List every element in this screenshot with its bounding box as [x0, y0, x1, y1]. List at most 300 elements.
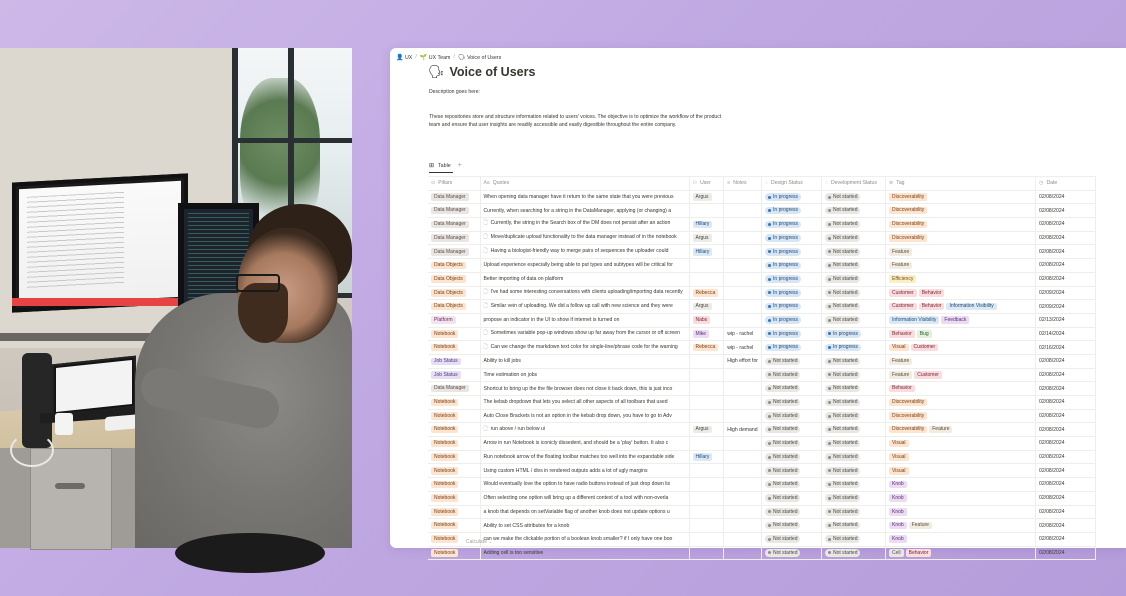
pillar-tag[interactable]: Data Objects — [431, 275, 466, 283]
tag-cell[interactable] — [886, 231, 1036, 245]
table-row[interactable] — [428, 231, 1096, 245]
design-status-cell[interactable] — [762, 450, 822, 464]
user-tag[interactable]: Hillary — [693, 453, 713, 461]
tag-discoverability[interactable]: Discoverability — [889, 426, 927, 434]
table-row[interactable] — [428, 505, 1096, 519]
tag-cell[interactable] — [886, 491, 1036, 505]
design-status-cell[interactable] — [762, 478, 822, 492]
quote-cell[interactable] — [480, 450, 689, 464]
table-row[interactable] — [428, 245, 1096, 259]
column-design-status-header[interactable] — [762, 177, 822, 191]
user-cell[interactable] — [689, 396, 724, 410]
tag-cell[interactable] — [886, 546, 1036, 560]
development-status-badge[interactable] — [825, 467, 860, 475]
pillar-cell[interactable] — [428, 218, 480, 232]
tag-cell[interactable] — [886, 396, 1036, 410]
development-status-cell[interactable] — [822, 231, 886, 245]
tag-knob[interactable]: Knob — [889, 494, 907, 502]
user-cell[interactable] — [689, 354, 724, 368]
pillar-cell[interactable] — [428, 313, 480, 327]
column-notes-header[interactable] — [724, 177, 762, 191]
development-status-cell[interactable] — [822, 272, 886, 286]
tag-cell[interactable] — [886, 368, 1036, 382]
tag-cell[interactable] — [886, 300, 1036, 314]
development-status-cell[interactable] — [822, 505, 886, 519]
pillar-cell[interactable] — [428, 231, 480, 245]
pillar-tag[interactable]: Notebook — [431, 330, 458, 338]
notes-cell[interactable] — [724, 313, 762, 327]
design-status-cell[interactable] — [762, 505, 822, 519]
user-cell[interactable] — [689, 519, 724, 533]
user-cell[interactable] — [689, 478, 724, 492]
add-view-button[interactable]: + — [457, 162, 462, 169]
tag-discoverability[interactable]: Discoverability — [889, 207, 927, 215]
calculate-button[interactable]: Calculate ⌄ — [466, 539, 493, 545]
development-status-cell[interactable] — [822, 300, 886, 314]
development-status-badge[interactable] — [825, 275, 860, 283]
tag-feature[interactable]: Feature — [889, 371, 912, 379]
design-status-cell[interactable] — [762, 464, 822, 478]
tag-discoverability[interactable]: Discoverability — [889, 412, 927, 420]
development-status-badge[interactable] — [825, 426, 860, 434]
user-tag[interactable]: Argus — [693, 234, 712, 242]
tag-cell[interactable] — [886, 286, 1036, 300]
table-row[interactable] — [428, 368, 1096, 382]
pillar-cell[interactable] — [428, 505, 480, 519]
pillar-tag[interactable]: Platform — [431, 316, 456, 324]
design-status-cell[interactable] — [762, 327, 822, 341]
notes-cell[interactable] — [724, 286, 762, 300]
user-cell[interactable] — [689, 327, 724, 341]
user-tag[interactable]: Argus — [693, 193, 712, 201]
notes-cell[interactable] — [724, 437, 762, 451]
tag-cell[interactable] — [886, 354, 1036, 368]
pillar-tag[interactable]: Data Manager — [431, 234, 469, 242]
pillar-cell[interactable] — [428, 341, 480, 355]
date-cell[interactable] — [1036, 286, 1096, 300]
date-cell[interactable] — [1036, 313, 1096, 327]
design-status-cell[interactable] — [762, 423, 822, 437]
quote-cell[interactable] — [480, 327, 689, 341]
design-status-cell[interactable] — [762, 396, 822, 410]
design-status-badge[interactable] — [765, 248, 801, 256]
tag-information-visibility[interactable]: Information Visibility — [946, 303, 996, 311]
notes-cell[interactable] — [724, 231, 762, 245]
tag-feedback[interactable]: Feedback — [941, 316, 969, 324]
user-cell[interactable] — [689, 218, 724, 232]
speaking-head-icon[interactable]: 🗣 — [428, 64, 445, 79]
development-status-badge[interactable] — [825, 371, 860, 379]
development-status-cell[interactable] — [822, 313, 886, 327]
date-cell[interactable] — [1036, 231, 1096, 245]
development-status-badge[interactable] — [825, 494, 860, 502]
development-status-cell[interactable] — [822, 259, 886, 273]
quote-cell[interactable] — [480, 272, 689, 286]
notes-cell[interactable] — [724, 532, 762, 546]
design-status-cell[interactable] — [762, 491, 822, 505]
development-status-cell[interactable] — [822, 327, 886, 341]
date-cell[interactable] — [1036, 272, 1096, 286]
development-status-cell[interactable] — [822, 464, 886, 478]
user-cell[interactable] — [689, 491, 724, 505]
user-cell[interactable] — [689, 437, 724, 451]
tag-cell[interactable] — [886, 519, 1036, 533]
table-row[interactable] — [428, 464, 1096, 478]
pillar-tag[interactable]: Notebook — [431, 535, 458, 543]
design-status-cell[interactable] — [762, 437, 822, 451]
date-cell[interactable] — [1036, 368, 1096, 382]
page-description-short[interactable]: Description goes here: — [429, 89, 480, 95]
design-status-badge[interactable] — [765, 508, 800, 516]
tag-cell[interactable] — [886, 532, 1036, 546]
design-status-badge[interactable] — [765, 262, 801, 270]
tag-visual[interactable]: Visual — [889, 344, 909, 352]
pillar-tag[interactable]: Notebook — [431, 440, 458, 448]
notes-cell[interactable] — [724, 190, 762, 204]
quote-cell[interactable] — [480, 382, 689, 396]
pillar-cell[interactable] — [428, 327, 480, 341]
tag-knob[interactable]: Knob — [889, 481, 907, 489]
date-cell[interactable] — [1036, 505, 1096, 519]
pillar-tag[interactable]: Notebook — [431, 522, 458, 530]
pillar-tag[interactable]: Job Status — [431, 358, 461, 366]
tag-behavior[interactable]: Behavior — [919, 303, 945, 311]
pillar-tag[interactable]: Data Manager — [431, 193, 469, 201]
design-status-badge[interactable] — [765, 412, 800, 420]
user-tag[interactable]: Hillary — [693, 221, 713, 229]
breadcrumb-item-ux[interactable] — [396, 54, 412, 61]
design-status-cell[interactable] — [762, 519, 822, 533]
development-status-cell[interactable] — [822, 218, 886, 232]
quote-cell[interactable] — [480, 396, 689, 410]
table-row[interactable] — [428, 546, 1096, 560]
pillar-cell[interactable] — [428, 245, 480, 259]
user-cell[interactable] — [689, 368, 724, 382]
tag-cell[interactable] — [886, 327, 1036, 341]
column-date-header[interactable] — [1036, 177, 1096, 191]
table-row[interactable] — [428, 341, 1096, 355]
table-row[interactable] — [428, 491, 1096, 505]
development-status-cell[interactable] — [822, 368, 886, 382]
quote-cell[interactable] — [480, 519, 689, 533]
development-status-badge[interactable] — [825, 358, 860, 366]
tag-discoverability[interactable]: Discoverability — [889, 399, 927, 407]
tag-customer[interactable]: Customer — [889, 289, 917, 297]
quote-cell[interactable] — [480, 546, 689, 560]
pillar-tag[interactable]: Notebook — [431, 453, 458, 461]
tag-feature[interactable]: Feature — [889, 358, 912, 366]
development-status-cell[interactable] — [822, 491, 886, 505]
notes-cell[interactable] — [724, 382, 762, 396]
quote-cell[interactable] — [480, 341, 689, 355]
date-cell[interactable] — [1036, 190, 1096, 204]
pillar-cell[interactable] — [428, 396, 480, 410]
date-cell[interactable] — [1036, 300, 1096, 314]
design-status-cell[interactable] — [762, 272, 822, 286]
design-status-badge[interactable] — [765, 207, 801, 215]
pillar-tag[interactable]: Data Objects — [431, 289, 466, 297]
development-status-cell[interactable] — [822, 423, 886, 437]
tag-visual[interactable]: Visual — [889, 453, 909, 461]
date-cell[interactable] — [1036, 532, 1096, 546]
pillar-tag[interactable]: Data Manager — [431, 385, 469, 393]
breadcrumb-item-voice-of-users[interactable] — [458, 54, 501, 61]
tag-cell[interactable] — [886, 218, 1036, 232]
table-row[interactable] — [428, 286, 1096, 300]
tag-behavior[interactable]: Behavior — [919, 289, 945, 297]
pillar-cell[interactable] — [428, 423, 480, 437]
tag-discoverability[interactable]: Discoverability — [889, 234, 927, 242]
development-status-cell[interactable] — [822, 409, 886, 423]
design-status-badge[interactable] — [765, 275, 801, 283]
quote-cell[interactable] — [480, 437, 689, 451]
design-status-cell[interactable] — [762, 354, 822, 368]
pillar-cell[interactable] — [428, 259, 480, 273]
tag-customer[interactable]: Customer — [889, 303, 917, 311]
user-cell[interactable] — [689, 259, 724, 273]
notes-cell[interactable] — [724, 396, 762, 410]
tag-feature[interactable]: Feature — [889, 248, 912, 256]
pillar-cell[interactable] — [428, 190, 480, 204]
pillar-cell[interactable] — [428, 300, 480, 314]
design-status-cell[interactable] — [762, 245, 822, 259]
development-status-badge[interactable] — [825, 193, 860, 201]
development-status-badge[interactable] — [825, 481, 860, 489]
pillar-cell[interactable] — [428, 437, 480, 451]
tag-knob[interactable]: Knob — [889, 522, 907, 530]
pillar-cell[interactable] — [428, 546, 480, 560]
development-status-cell[interactable] — [822, 546, 886, 560]
user-cell[interactable] — [689, 423, 724, 437]
notes-cell[interactable] — [724, 259, 762, 273]
notes-cell[interactable] — [724, 546, 762, 560]
date-cell[interactable] — [1036, 423, 1096, 437]
user-tag[interactable]: Argus — [693, 426, 712, 434]
table-row[interactable] — [428, 437, 1096, 451]
design-status-badge[interactable] — [765, 221, 801, 229]
pillar-cell[interactable] — [428, 368, 480, 382]
user-tag[interactable]: Rebecca — [693, 289, 719, 297]
tag-knob[interactable]: Knob — [889, 535, 907, 543]
development-status-badge[interactable] — [825, 440, 860, 448]
tag-cell[interactable] — [886, 505, 1036, 519]
tag-cell[interactable] — [886, 450, 1036, 464]
user-cell[interactable] — [689, 190, 724, 204]
notes-cell[interactable] — [724, 272, 762, 286]
development-status-cell[interactable] — [822, 450, 886, 464]
design-status-cell[interactable] — [762, 300, 822, 314]
quote-cell[interactable] — [480, 409, 689, 423]
pillar-tag[interactable]: Data Objects — [431, 303, 466, 311]
user-cell[interactable] — [689, 272, 724, 286]
design-status-cell[interactable] — [762, 190, 822, 204]
pillar-cell[interactable] — [428, 478, 480, 492]
design-status-cell[interactable] — [762, 286, 822, 300]
user-cell[interactable] — [689, 231, 724, 245]
design-status-cell[interactable] — [762, 313, 822, 327]
date-cell[interactable] — [1036, 259, 1096, 273]
tag-cell[interactable] — [886, 423, 1036, 437]
notes-cell[interactable] — [724, 464, 762, 478]
notes-cell[interactable] — [724, 341, 762, 355]
design-status-badge[interactable] — [765, 289, 801, 297]
design-status-badge[interactable] — [765, 494, 800, 502]
tag-efficiency[interactable]: Efficiency — [889, 275, 916, 283]
design-status-badge[interactable] — [765, 344, 801, 352]
pillar-tag[interactable]: Notebook — [431, 426, 458, 434]
table-row[interactable] — [428, 382, 1096, 396]
quote-cell[interactable] — [480, 464, 689, 478]
tag-cell[interactable] — [886, 204, 1036, 218]
quote-cell[interactable] — [480, 231, 689, 245]
notes-cell[interactable] — [724, 354, 762, 368]
quote-cell[interactable] — [480, 423, 689, 437]
design-status-cell[interactable] — [762, 341, 822, 355]
notes-cell[interactable] — [724, 519, 762, 533]
table-row[interactable] — [428, 204, 1096, 218]
tag-customer[interactable]: Customer — [914, 371, 942, 379]
pillar-cell[interactable] — [428, 204, 480, 218]
notes-cell[interactable] — [724, 423, 762, 437]
date-cell[interactable] — [1036, 218, 1096, 232]
development-status-badge[interactable] — [825, 207, 860, 215]
user-cell[interactable] — [689, 341, 724, 355]
development-status-badge[interactable] — [825, 289, 860, 297]
user-cell[interactable] — [689, 204, 724, 218]
design-status-cell[interactable] — [762, 231, 822, 245]
notes-cell[interactable] — [724, 327, 762, 341]
table-row[interactable] — [428, 218, 1096, 232]
user-cell[interactable] — [689, 532, 724, 546]
design-status-badge[interactable] — [765, 316, 801, 324]
development-status-cell[interactable] — [822, 532, 886, 546]
tag-visual[interactable]: Visual — [889, 440, 909, 448]
design-status-badge[interactable] — [765, 426, 800, 434]
development-status-badge[interactable] — [825, 344, 861, 352]
column-quotes-header[interactable] — [480, 177, 689, 191]
table-row[interactable] — [428, 450, 1096, 464]
design-status-cell[interactable] — [762, 204, 822, 218]
notes-cell[interactable] — [724, 300, 762, 314]
notes-cell[interactable] — [724, 218, 762, 232]
development-status-badge[interactable] — [825, 385, 860, 393]
pillar-tag[interactable]: Job Status — [431, 371, 461, 379]
table-row[interactable] — [428, 300, 1096, 314]
user-cell[interactable] — [689, 450, 724, 464]
user-tag[interactable]: Rebecca — [693, 344, 719, 352]
development-status-cell[interactable] — [822, 354, 886, 368]
design-status-badge[interactable] — [765, 385, 800, 393]
quote-cell[interactable] — [480, 190, 689, 204]
table-row[interactable] — [428, 423, 1096, 437]
pillar-tag[interactable]: Notebook — [431, 549, 458, 557]
notes-cell[interactable] — [724, 505, 762, 519]
date-cell[interactable] — [1036, 382, 1096, 396]
development-status-cell[interactable] — [822, 341, 886, 355]
tag-feature[interactable]: Feature — [929, 426, 952, 434]
notes-cell[interactable] — [724, 450, 762, 464]
quote-cell[interactable] — [480, 354, 689, 368]
pillar-tag[interactable]: Notebook — [431, 467, 458, 475]
design-status-badge[interactable] — [765, 193, 801, 201]
design-status-cell[interactable] — [762, 218, 822, 232]
quote-cell[interactable] — [480, 532, 689, 546]
notes-cell[interactable] — [724, 204, 762, 218]
design-status-cell[interactable] — [762, 532, 822, 546]
table-row[interactable] — [428, 532, 1096, 546]
date-cell[interactable] — [1036, 437, 1096, 451]
development-status-cell[interactable] — [822, 245, 886, 259]
tag-cell[interactable] — [886, 190, 1036, 204]
quote-cell[interactable] — [480, 218, 689, 232]
pillar-cell[interactable] — [428, 464, 480, 478]
pillar-cell[interactable] — [428, 286, 480, 300]
design-status-badge[interactable] — [765, 358, 800, 366]
column-development-status-header[interactable] — [822, 177, 886, 191]
date-cell[interactable] — [1036, 546, 1096, 560]
date-cell[interactable] — [1036, 491, 1096, 505]
design-status-cell[interactable] — [762, 259, 822, 273]
user-cell[interactable] — [689, 286, 724, 300]
quote-cell[interactable] — [480, 204, 689, 218]
tag-discoverability[interactable]: Discoverability — [889, 221, 927, 229]
table-row[interactable] — [428, 259, 1096, 273]
design-status-badge[interactable] — [765, 440, 800, 448]
column-pillars-header[interactable] — [428, 177, 480, 191]
pillar-tag[interactable]: Data Manager — [431, 221, 469, 229]
development-status-cell[interactable] — [822, 519, 886, 533]
design-status-cell[interactable] — [762, 546, 822, 560]
development-status-cell[interactable] — [822, 437, 886, 451]
quote-cell[interactable] — [480, 368, 689, 382]
breadcrumb-item-ux-team[interactable] — [420, 54, 451, 61]
pillar-tag[interactable]: Notebook — [431, 508, 458, 516]
quote-cell[interactable] — [480, 259, 689, 273]
user-cell[interactable] — [689, 409, 724, 423]
date-cell[interactable] — [1036, 396, 1096, 410]
pillar-cell[interactable] — [428, 409, 480, 423]
page-title[interactable]: Voice of Users — [449, 65, 536, 79]
design-status-badge[interactable] — [765, 399, 800, 407]
date-cell[interactable] — [1036, 464, 1096, 478]
table-row[interactable] — [428, 313, 1096, 327]
tag-cell[interactable] — [886, 409, 1036, 423]
development-status-badge[interactable] — [825, 221, 860, 229]
tag-customer[interactable]: Customer — [911, 344, 939, 352]
design-status-badge[interactable] — [765, 549, 800, 557]
development-status-badge[interactable] — [825, 453, 860, 461]
design-status-badge[interactable] — [765, 234, 801, 242]
design-status-cell[interactable] — [762, 382, 822, 396]
date-cell[interactable] — [1036, 341, 1096, 355]
pillar-tag[interactable]: Notebook — [431, 399, 458, 407]
user-cell[interactable] — [689, 464, 724, 478]
table-row[interactable] — [428, 190, 1096, 204]
design-status-badge[interactable] — [765, 330, 801, 338]
tag-cell[interactable] — [886, 313, 1036, 327]
table-row[interactable] — [428, 478, 1096, 492]
quote-cell[interactable] — [480, 491, 689, 505]
pillar-tag[interactable]: Notebook — [431, 494, 458, 502]
notes-cell[interactable] — [724, 368, 762, 382]
tab-table[interactable] — [429, 162, 462, 169]
pillar-cell[interactable] — [428, 519, 480, 533]
pillar-cell[interactable] — [428, 354, 480, 368]
user-cell[interactable] — [689, 245, 724, 259]
quote-cell[interactable] — [480, 286, 689, 300]
development-status-cell[interactable] — [822, 478, 886, 492]
tag-cell[interactable] — [886, 259, 1036, 273]
